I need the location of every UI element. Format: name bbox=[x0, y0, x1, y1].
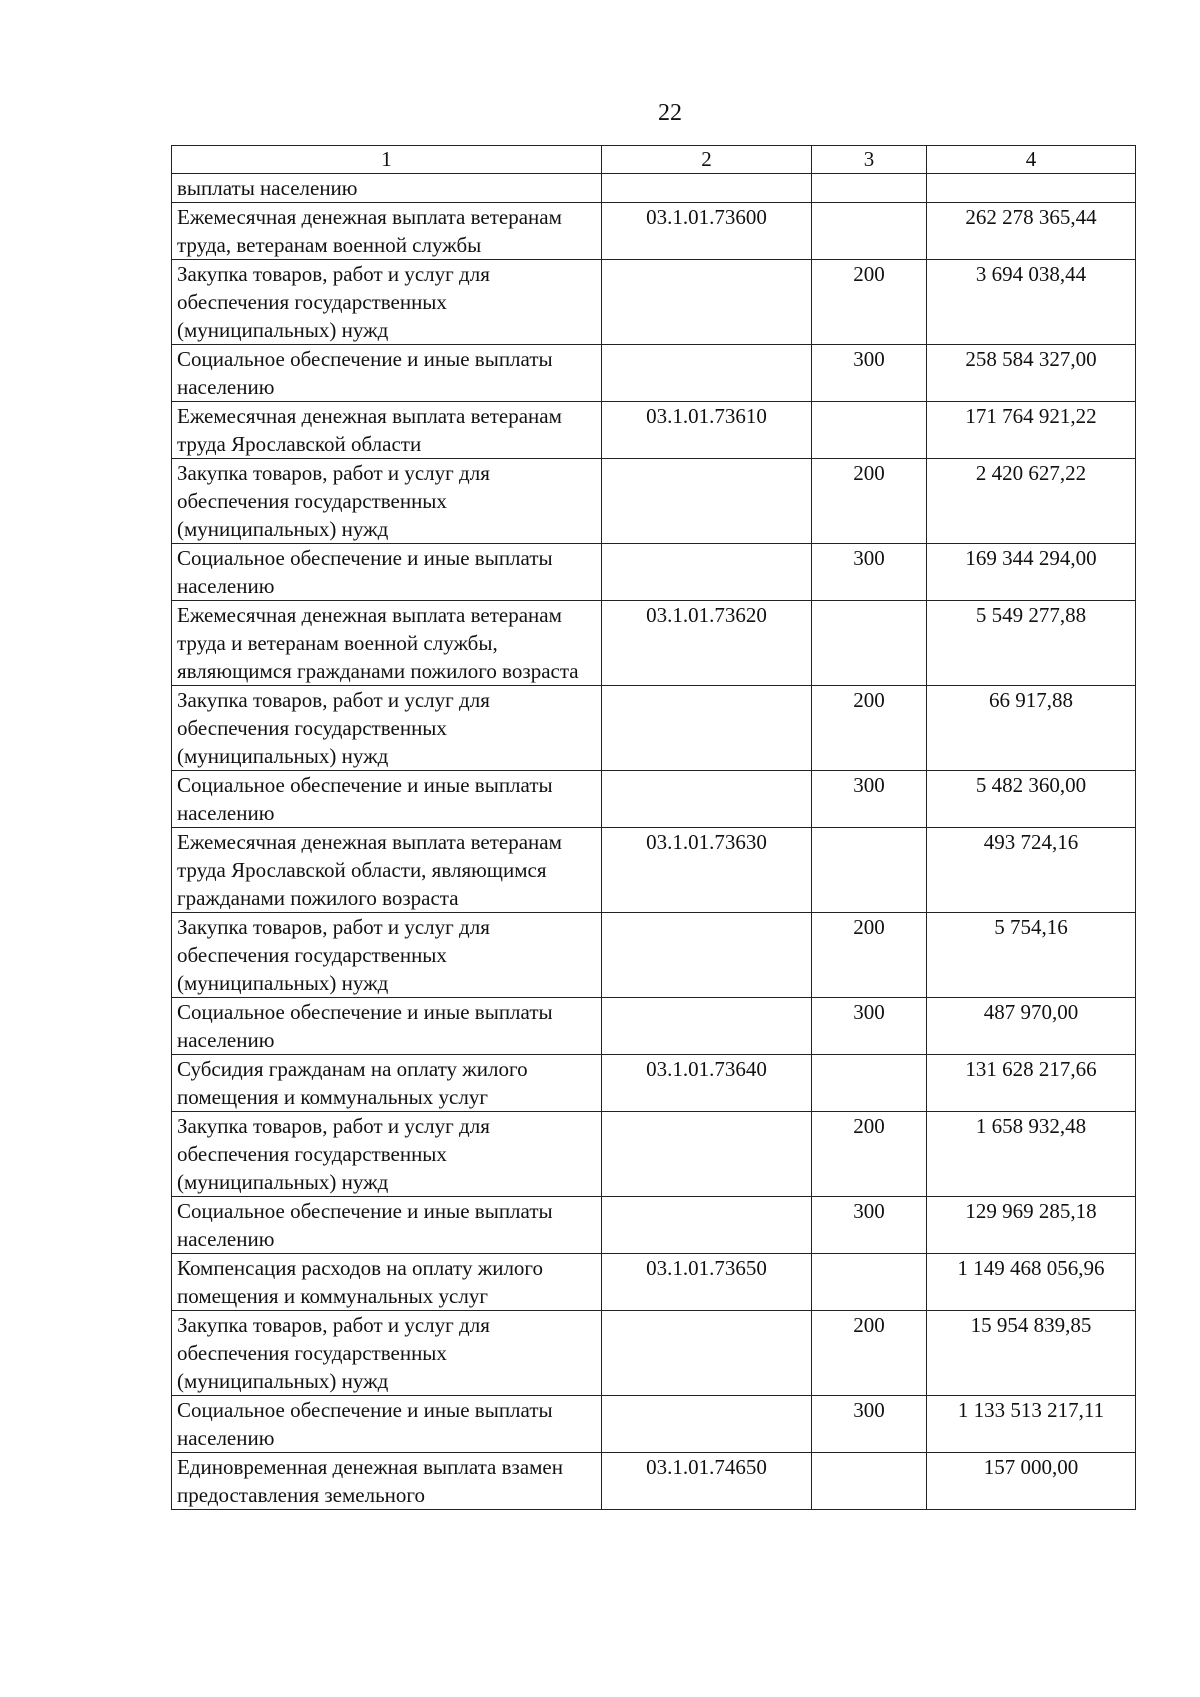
row-name-cell: Закупка товаров, работ и услуг для обеспечения государственных (муниципальных) нужд bbox=[172, 260, 602, 345]
row-name-cell: Единовременная денежная выплата взамен предоставления земельного bbox=[172, 1453, 602, 1510]
table-row bbox=[172, 1197, 1136, 1254]
row-amount-cell: 5 482 360,00 bbox=[927, 771, 1136, 828]
row-type-cell: 300 bbox=[812, 771, 927, 828]
row-name-cell: Ежемесячная денежная выплата ветеранам труда, ветеранам военной службы bbox=[172, 203, 602, 260]
row-code-cell bbox=[602, 998, 812, 1055]
row-type-cell: 200 bbox=[812, 1311, 927, 1396]
row-name-cell: Социальное обеспечение и иные выплаты населению bbox=[172, 1396, 602, 1453]
table-row bbox=[172, 459, 1136, 544]
table-row bbox=[172, 345, 1136, 402]
row-code-cell bbox=[602, 1396, 812, 1453]
table-row bbox=[172, 203, 1136, 260]
table-row bbox=[172, 1311, 1136, 1396]
row-name-cell: Ежемесячная денежная выплата ветеранам труда Ярославской области bbox=[172, 402, 602, 459]
row-amount-cell: 5 549 277,88 bbox=[927, 601, 1136, 686]
row-amount-cell: 493 724,16 bbox=[927, 828, 1136, 913]
column-header-1: 1 bbox=[172, 146, 602, 174]
row-code-cell bbox=[602, 459, 812, 544]
row-code-cell: 03.1.01.73650 bbox=[602, 1254, 812, 1311]
row-amount-cell: 131 628 217,66 bbox=[927, 1055, 1136, 1112]
row-code-cell bbox=[602, 1197, 812, 1254]
row-code-cell bbox=[602, 260, 812, 345]
row-type-cell bbox=[812, 203, 927, 260]
row-type-cell: 300 bbox=[812, 544, 927, 601]
table-row bbox=[172, 913, 1136, 998]
row-type-cell: 200 bbox=[812, 913, 927, 998]
table-row bbox=[172, 1254, 1136, 1311]
column-header-4: 4 bbox=[927, 146, 1136, 174]
row-amount-cell: 1 149 468 056,96 bbox=[927, 1254, 1136, 1311]
row-type-cell bbox=[812, 601, 927, 686]
row-name-cell: Социальное обеспечение и иные выплаты населению bbox=[172, 1197, 602, 1254]
row-code-cell: 03.1.01.73620 bbox=[602, 601, 812, 686]
row-type-cell bbox=[812, 174, 927, 203]
row-type-cell: 300 bbox=[812, 345, 927, 402]
budget-table bbox=[171, 145, 1136, 1510]
table-row bbox=[172, 601, 1136, 686]
row-name-cell: выплаты населению bbox=[172, 174, 602, 203]
row-code-cell bbox=[602, 1112, 812, 1197]
row-type-cell: 200 bbox=[812, 1112, 927, 1197]
row-type-cell: 200 bbox=[812, 459, 927, 544]
row-name-cell: Субсидия гражданам на оплату жилого помещения и коммунальных услуг bbox=[172, 1055, 602, 1112]
row-code-cell bbox=[602, 1311, 812, 1396]
row-type-cell bbox=[812, 402, 927, 459]
row-code-cell bbox=[602, 686, 812, 771]
row-amount-cell: 3 694 038,44 bbox=[927, 260, 1136, 345]
column-header-2: 2 bbox=[602, 146, 812, 174]
row-code-cell: 03.1.01.73640 bbox=[602, 1055, 812, 1112]
table-row bbox=[172, 771, 1136, 828]
row-name-cell: Закупка товаров, работ и услуг для обеспечения государственных (муниципальных) нужд bbox=[172, 1311, 602, 1396]
row-amount-cell: 66 917,88 bbox=[927, 686, 1136, 771]
row-type-cell: 200 bbox=[812, 260, 927, 345]
row-amount-cell: 157 000,00 bbox=[927, 1453, 1136, 1510]
row-type-cell: 300 bbox=[812, 1197, 927, 1254]
row-name-cell: Закупка товаров, работ и услуг для обеспечения государственных (муниципальных) нужд bbox=[172, 1112, 602, 1197]
row-name-cell: Закупка товаров, работ и услуг для обеспечения государственных (муниципальных) нужд bbox=[172, 913, 602, 998]
row-amount-cell: 129 969 285,18 bbox=[927, 1197, 1136, 1254]
row-amount-cell: 1 133 513 217,11 bbox=[927, 1396, 1136, 1453]
table-row bbox=[172, 402, 1136, 459]
row-type-cell: 300 bbox=[812, 1396, 927, 1453]
row-name-cell: Ежемесячная денежная выплата ветеранам труда и ветеранам военной службы, являющимся гражданами пожилого возраста bbox=[172, 601, 602, 686]
table-row bbox=[172, 828, 1136, 913]
row-name-cell: Социальное обеспечение и иные выплаты населению bbox=[172, 998, 602, 1055]
table-row bbox=[172, 174, 1136, 203]
row-name-cell: Социальное обеспечение и иные выплаты населению bbox=[172, 771, 602, 828]
row-amount-cell: 5 754,16 bbox=[927, 913, 1136, 998]
row-code-cell bbox=[602, 174, 812, 203]
row-code-cell bbox=[602, 771, 812, 828]
row-amount-cell: 258 584 327,00 bbox=[927, 345, 1136, 402]
row-name-cell: Компенсация расходов на оплату жилого помещения и коммунальных услуг bbox=[172, 1254, 602, 1311]
row-name-cell: Ежемесячная денежная выплата ветеранам труда Ярославской области, являющимся гражданами пожилого возраста bbox=[172, 828, 602, 913]
row-amount-cell: 171 764 921,22 bbox=[927, 402, 1136, 459]
row-code-cell: 03.1.01.73630 bbox=[602, 828, 812, 913]
page-number: 22 bbox=[658, 100, 682, 126]
row-amount-cell: 169 344 294,00 bbox=[927, 544, 1136, 601]
row-type-cell bbox=[812, 1055, 927, 1112]
row-amount-cell: 15 954 839,85 bbox=[927, 1311, 1136, 1396]
row-amount-cell: 487 970,00 bbox=[927, 998, 1136, 1055]
row-code-cell: 03.1.01.73600 bbox=[602, 203, 812, 260]
row-amount-cell: 1 658 932,48 bbox=[927, 1112, 1136, 1197]
row-amount-cell bbox=[927, 174, 1136, 203]
row-name-cell: Социальное обеспечение и иные выплаты населению bbox=[172, 345, 602, 402]
row-code-cell bbox=[602, 544, 812, 601]
row-code-cell bbox=[602, 345, 812, 402]
row-name-cell: Закупка товаров, работ и услуг для обеспечения государственных (муниципальных) нужд bbox=[172, 459, 602, 544]
row-code-cell: 03.1.01.73610 bbox=[602, 402, 812, 459]
row-type-cell: 300 bbox=[812, 998, 927, 1055]
table-row bbox=[172, 998, 1136, 1055]
row-name-cell: Социальное обеспечение и иные выплаты населению bbox=[172, 544, 602, 601]
row-type-cell bbox=[812, 828, 927, 913]
row-code-cell bbox=[602, 913, 812, 998]
table-row bbox=[172, 544, 1136, 601]
row-amount-cell: 262 278 365,44 bbox=[927, 203, 1136, 260]
row-type-cell: 200 bbox=[812, 686, 927, 771]
row-amount-cell: 2 420 627,22 bbox=[927, 459, 1136, 544]
table-row bbox=[172, 1112, 1136, 1197]
table-row bbox=[172, 260, 1136, 345]
table-header-row bbox=[172, 146, 1136, 174]
row-type-cell bbox=[812, 1453, 927, 1510]
table-row bbox=[172, 686, 1136, 771]
row-name-cell: Закупка товаров, работ и услуг для обеспечения государственных (муниципальных) нужд bbox=[172, 686, 602, 771]
table-row bbox=[172, 1453, 1136, 1510]
table-row bbox=[172, 1396, 1136, 1453]
table-row bbox=[172, 1055, 1136, 1112]
row-type-cell bbox=[812, 1254, 927, 1311]
column-header-3: 3 bbox=[812, 146, 927, 174]
row-code-cell: 03.1.01.74650 bbox=[602, 1453, 812, 1510]
